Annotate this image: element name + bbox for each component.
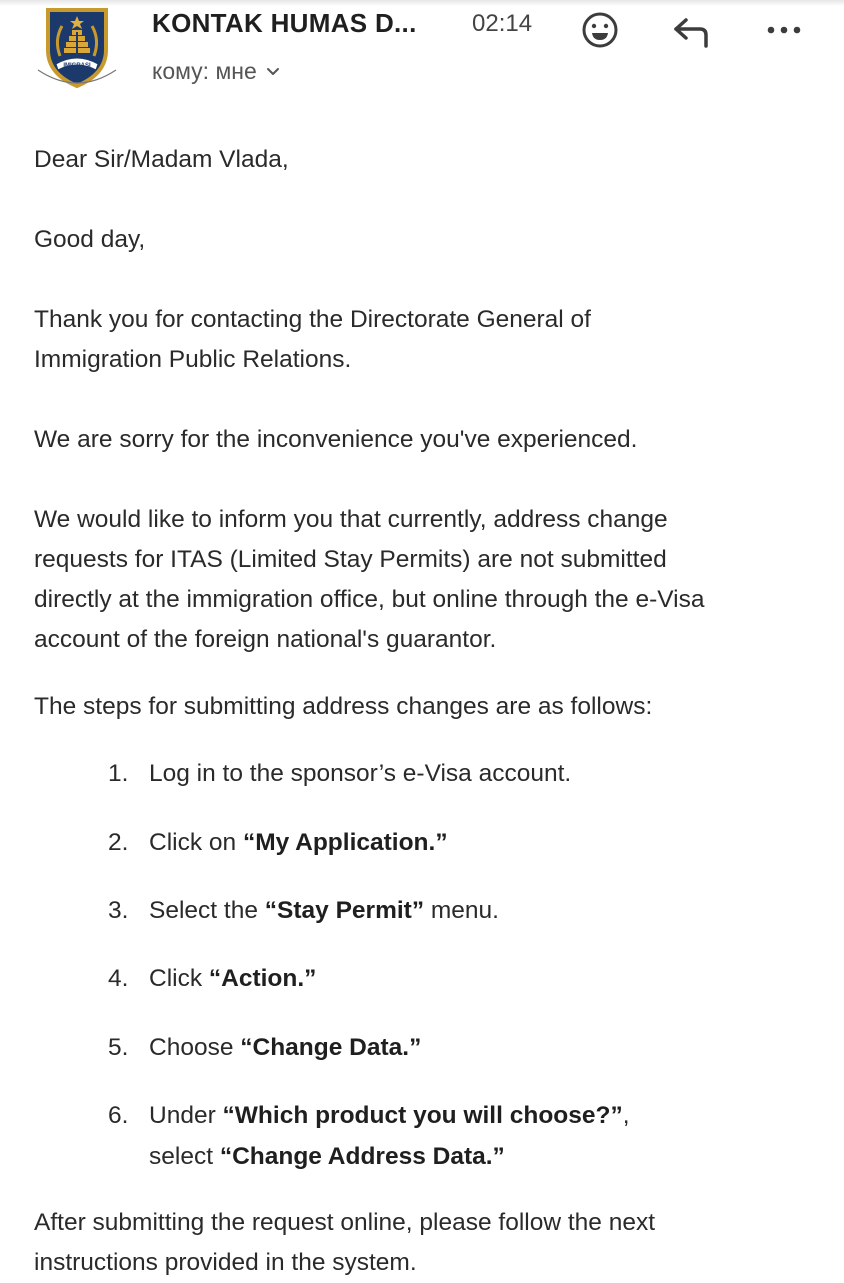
email-header: [0, 0, 844, 110]
step-text-bold: “Which product you will choose?”: [222, 1102, 623, 1129]
thanks-line-1: Thank you for contacting the Directorate General of: [34, 306, 591, 333]
step-text: [149, 890, 809, 931]
info-line-3: directly at the immigration office, but online through the e-Visa: [34, 586, 705, 613]
salutation: Good day,: [34, 226, 146, 253]
step-text-pre: Click on: [149, 829, 243, 856]
sender-name[interactable]: KONTAK HUMAS D...: [152, 8, 417, 38]
step-text-bold: “Change Address Data.”: [219, 1143, 505, 1170]
info-line-2: requests for ITAS (Limited Stay Permits) are not submitted: [34, 546, 667, 573]
step-text: [149, 1027, 809, 1068]
info-line-4: account of the foreign national's guarantor.: [34, 626, 497, 653]
step-text-bold: “Action.”: [208, 965, 317, 992]
step-text-bold: “Change Data.”: [240, 1034, 422, 1061]
step-text-pre: Click: [149, 965, 209, 992]
step-number: 1.: [108, 760, 129, 787]
recipient-label: кому: мне: [152, 58, 257, 84]
emoji-reaction-button[interactable]: [578, 8, 622, 52]
step-number: 6.: [108, 1102, 129, 1129]
reply-button[interactable]: [670, 8, 714, 52]
step-text-bold: “My Application.”: [242, 829, 448, 856]
reply-icon: [670, 10, 714, 50]
emoji-icon: [580, 10, 620, 50]
step-text: [149, 753, 809, 794]
chevron-down-icon: [265, 64, 281, 80]
step-text: [149, 958, 809, 999]
step-number: 3.: [108, 897, 129, 924]
step-text-bold: “Stay Permit”: [264, 897, 425, 924]
info-line-1: We would like to inform you that currently, address change: [34, 506, 668, 533]
more-icon: [762, 20, 806, 40]
step-text-post: ,: [622, 1102, 630, 1129]
step-text-pre: Under: [149, 1102, 223, 1129]
sender-avatar-logo[interactable]: [36, 4, 118, 90]
step-text: [149, 1095, 809, 1136]
step-text-pre: Choose: [149, 1034, 241, 1061]
closing-line-2: instructions provided in the system.: [34, 1249, 417, 1276]
email-time: 02:14: [472, 10, 533, 37]
step-text: [149, 1136, 809, 1177]
step-text-post: menu.: [424, 897, 499, 924]
step-text-pre: Log in to the sponsor’s e-Visa account.: [149, 760, 572, 787]
thanks-line-2: Immigration Public Relations.: [34, 346, 352, 373]
greeting: Dear Sir/Madam Vlada,: [34, 146, 289, 173]
step-text: [149, 822, 809, 863]
logo-text: IMIGRASI: [63, 63, 91, 69]
step-number: 5.: [108, 1034, 129, 1061]
closing-line-1: After submitting the request online, please follow the next: [34, 1209, 656, 1236]
recipient-toggle[interactable]: [152, 58, 281, 85]
step-text-pre: select: [149, 1143, 220, 1170]
step-number: 2.: [108, 829, 129, 856]
step-number: 4.: [108, 965, 129, 992]
steps-intro: The steps for submitting address changes are as follows:: [34, 693, 653, 720]
more-options-button[interactable]: [762, 8, 806, 52]
apology: We are sorry for the inconvenience you've experienced.: [34, 426, 638, 453]
step-text-pre: Select the: [149, 897, 265, 924]
